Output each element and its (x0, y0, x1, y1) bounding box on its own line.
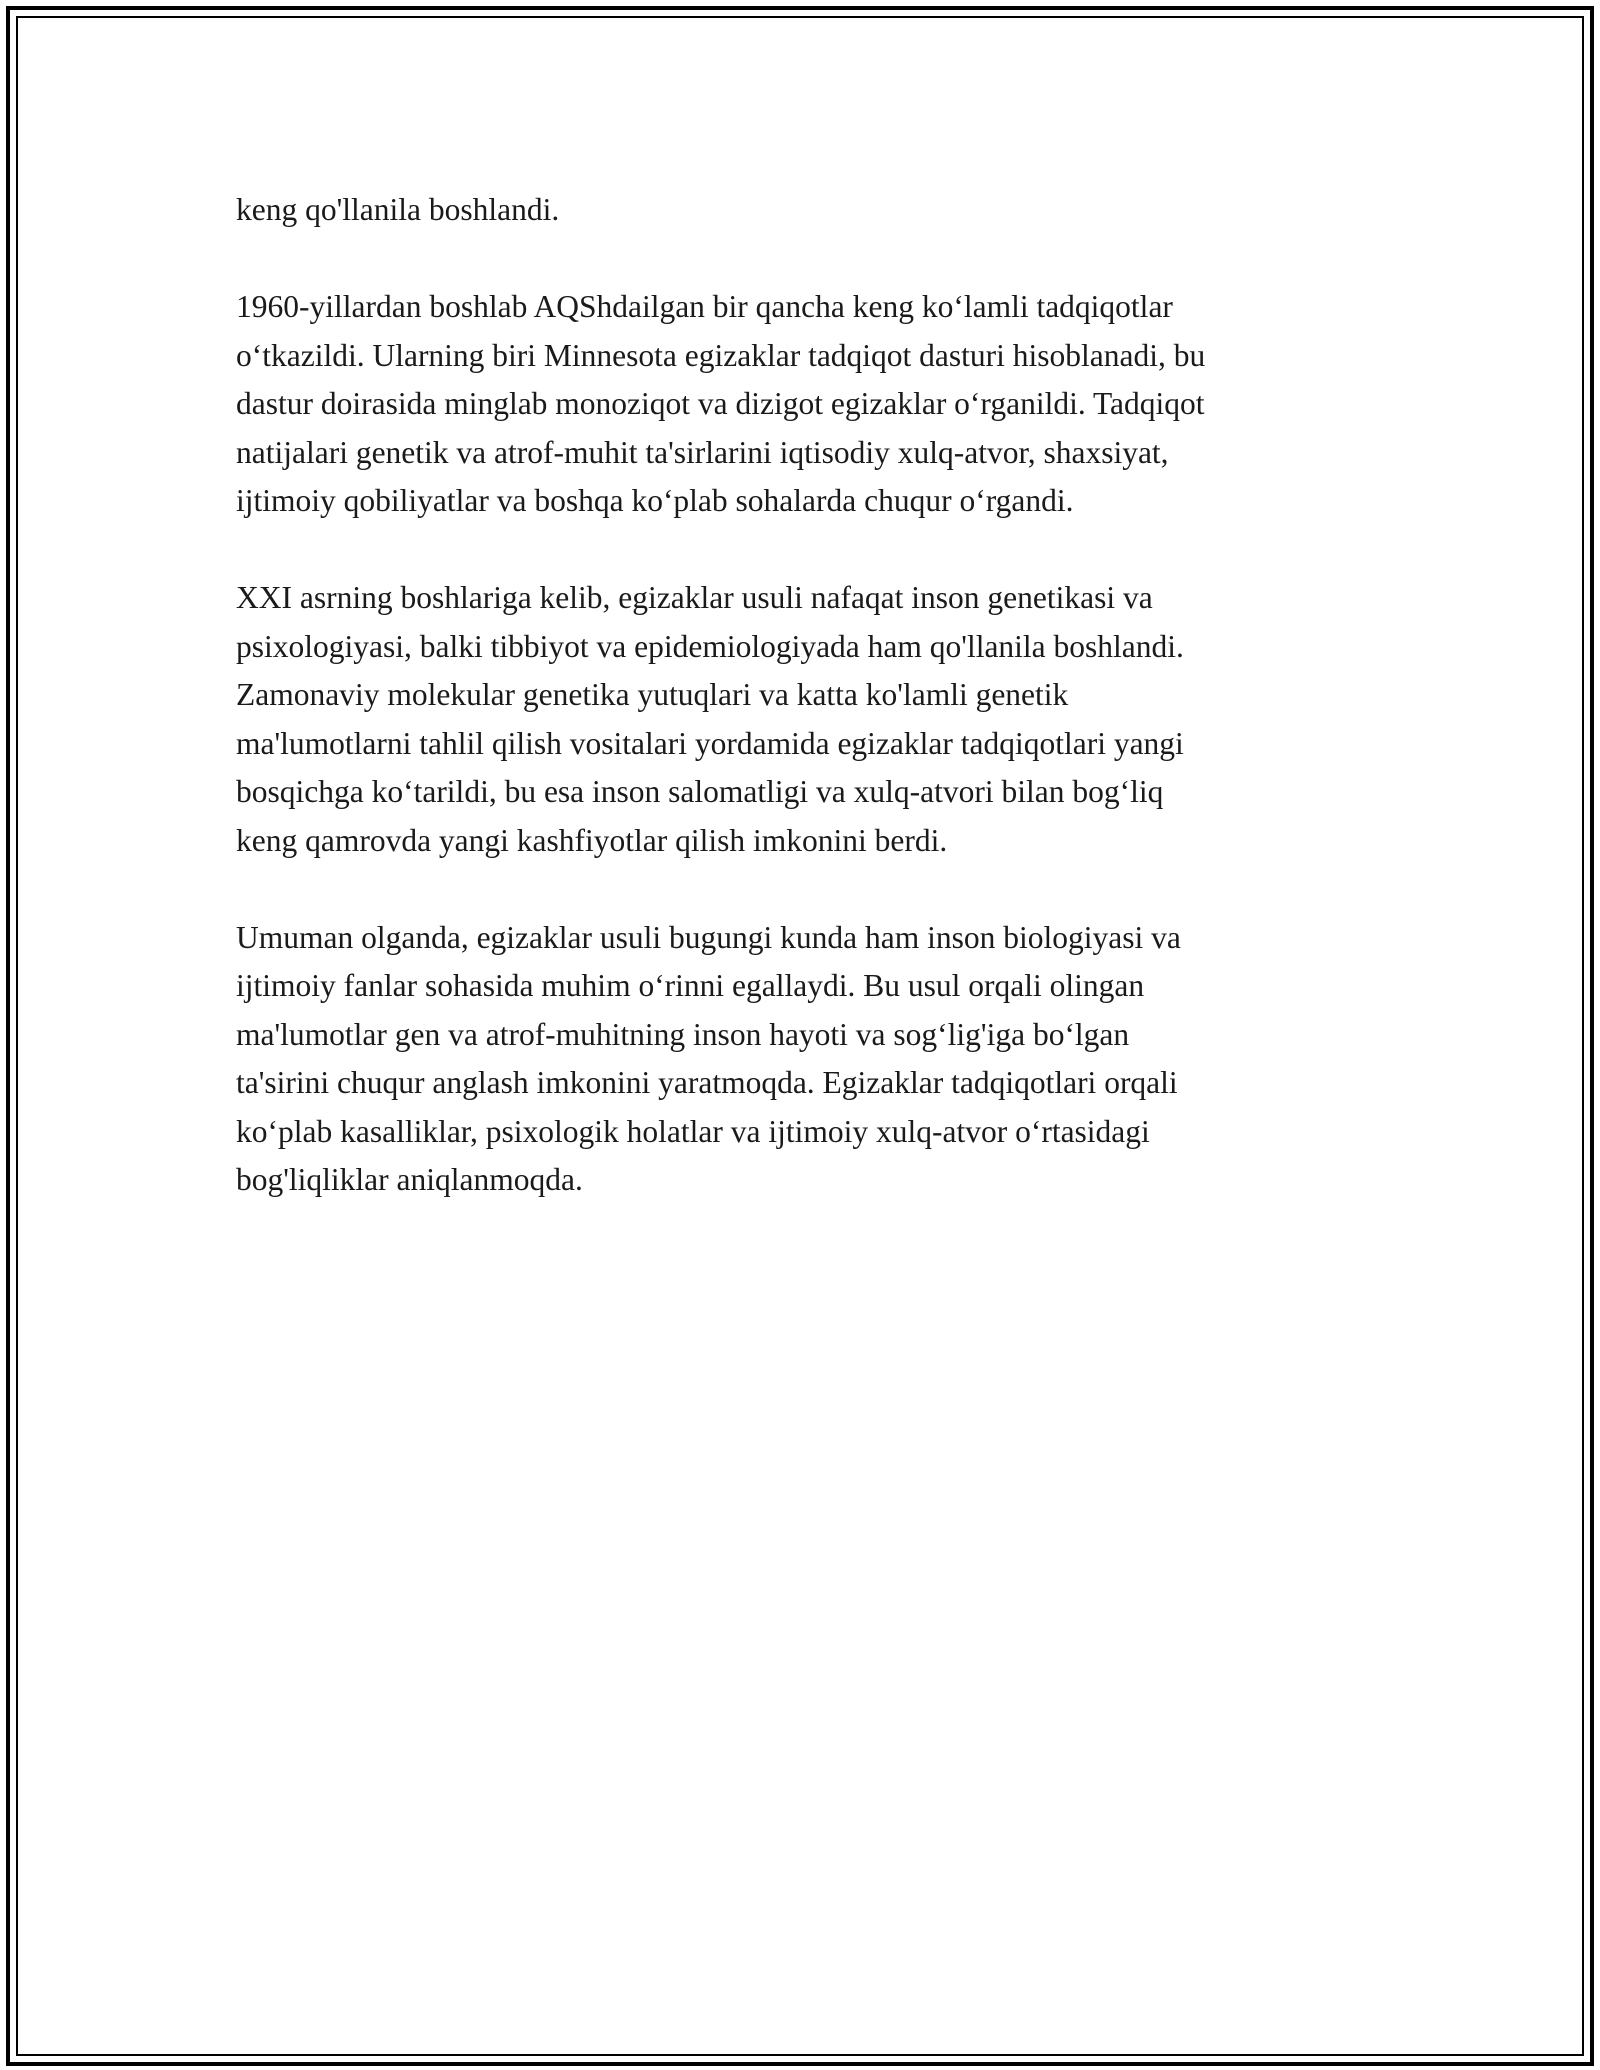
text-line: ta'sirini chuqur anglash imkonini yaratmoqda. Egizaklar tadqiqotlari orqali (236, 1065, 1178, 1100)
text-line: keng qamrovda yangi kashfiyotlar qilish imkonini berdi. (236, 822, 948, 858)
text-line: bog'liqliklar aniqlanmoqda. (236, 1162, 583, 1197)
text-line: Umuman olganda, egizaklar usuli bugungi kunda ham inson biologiyasi va (236, 919, 1181, 955)
paragraph-3 (236, 574, 1396, 865)
paragraph-2 (236, 283, 1396, 526)
text-line: keng qo'llanila boshlandi. (236, 192, 560, 227)
text-line: psixologiyasi, balki tibbiyot va epidemiologiyada ham qo'llanila boshlandi. (236, 628, 1184, 664)
text-line: natijalari genetik va atrof-muhit ta'sirlarini iqtisodiy xulq-atvor, shaxsiyat, (236, 434, 1169, 470)
text-line: koʻplab kasalliklar, psixologik holatlar va ijtimoiy xulq-atvor oʻrtasidagi (236, 1113, 1150, 1149)
text-line: XXI asrning boshlariga kelib, egizaklar usuli nafaqat inson genetikasi va (236, 580, 1153, 615)
text-line: oʻtkazildi. Ularning biri Minnesota egizaklar tadqiqot dasturi hisoblanadi, bu (236, 337, 1206, 373)
text-line: ma'lumotlar gen va atrof-muhitning inson hayoti va sogʻlig'iga boʻlgan (236, 1016, 1130, 1052)
paragraph-4 (236, 914, 1396, 1205)
paragraph-1 (236, 186, 1396, 235)
text-line: bosqichga koʻtarildi, bu esa inson salomatligi va xulq-atvori bilan bogʻliq (236, 774, 1164, 809)
text-line: ijtimoiy fanlar sohasida muhim oʻrinni egallaydi. Bu usul orqali olingan (236, 968, 1145, 1003)
text-line: Zamonaviy molekular genetika yutuqlari va katta ko'lamli genetik (236, 677, 1069, 712)
text-line: ijtimoiy qobiliyatlar va boshqa koʻplab sohalarda chuqur oʻrgandi. (236, 483, 1074, 518)
text-line: ma'lumotlarni tahlil qilish vositalari yordamida egizaklar tadqiqotlari yangi (236, 725, 1184, 761)
document-body (236, 186, 1396, 1253)
text-line: 1960-yillardan boshlab AQShdailgan bir qancha keng koʻlamli tadqiqotlar (236, 289, 1173, 324)
text-line: dastur doirasida minglab monoziqot va dizigot egizaklar oʻrganildi. Tadqiqot (236, 386, 1205, 421)
